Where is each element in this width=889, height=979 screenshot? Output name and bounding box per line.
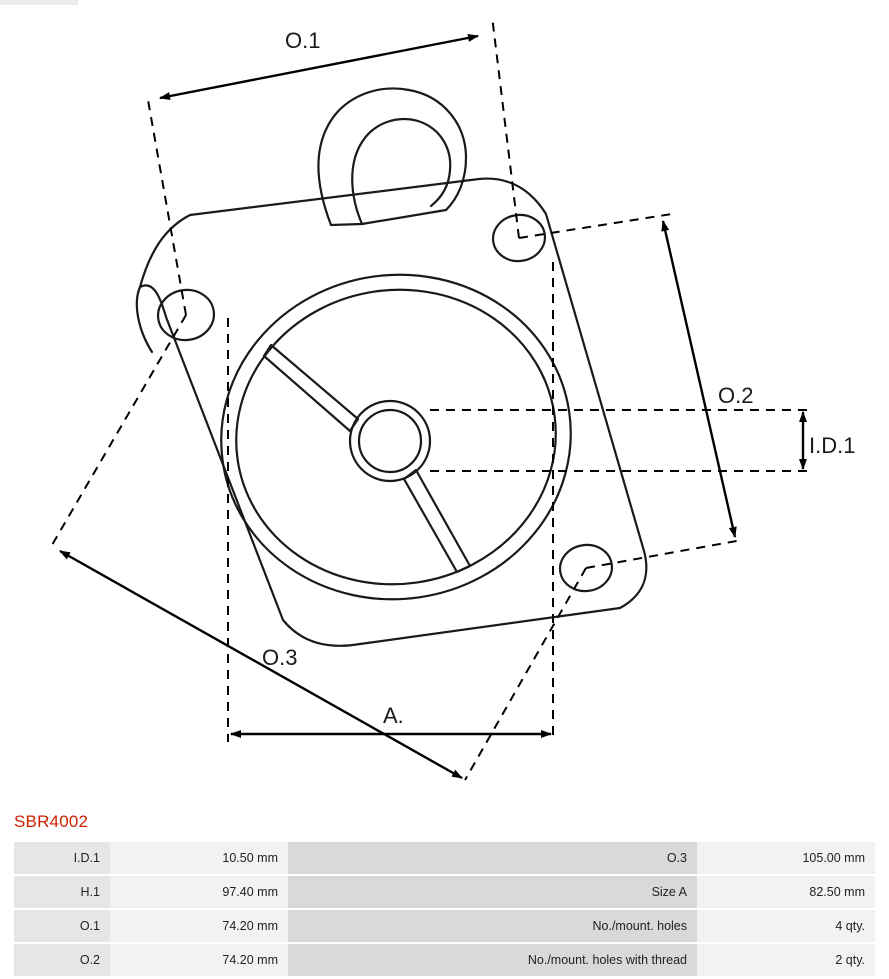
o2-dimension-arrow (663, 221, 735, 537)
specifications-body (14, 842, 875, 977)
table-row (14, 875, 875, 909)
spec-value-id1: 10.50 mm (110, 842, 288, 875)
spec-value-o3: 105.00 mm (697, 842, 875, 875)
spec-value-o1: 74.20 mm (110, 909, 288, 943)
label-o3: O.3 (262, 645, 298, 670)
label-o2: O.2 (718, 383, 754, 408)
spec-label-mount-holes-thread: No./mount. holes with thread (288, 943, 697, 977)
spec-label-size-a: Size A (288, 875, 697, 909)
spec-value-size-a: 82.50 mm (697, 875, 875, 909)
spec-label-o3: O.3 (288, 842, 697, 875)
spec-label-id1: I.D.1 (14, 842, 110, 875)
label-o1: O.1 (285, 28, 321, 53)
starter-cover-outline (137, 88, 646, 645)
spec-value-o2: 74.20 mm (110, 943, 288, 977)
mounting-holes (155, 212, 615, 595)
central-bore-rings (200, 252, 592, 622)
table-row (14, 943, 875, 977)
label-id1: I.D.1 (809, 433, 856, 458)
spec-label-mount-holes: No./mount. holes (288, 909, 697, 943)
spec-value-mount-holes-thread: 2 qty. (697, 943, 875, 977)
radial-slots (264, 345, 470, 572)
spec-label-o2: O.2 (14, 943, 110, 977)
spec-value-h1: 97.40 mm (110, 875, 288, 909)
part-number: SBR4002 (14, 812, 89, 831)
table-row (14, 909, 875, 943)
dimension-labels (262, 28, 855, 728)
spec-label-h1: H.1 (14, 875, 110, 909)
table-row (14, 842, 875, 875)
dimension-arrows (60, 36, 803, 778)
spec-label-o1: O.1 (14, 909, 110, 943)
specifications-table (14, 842, 875, 978)
label-a: A. (383, 703, 404, 728)
spec-value-mount-holes: 4 qty. (697, 909, 875, 943)
dimension-construction-lines (52, 16, 812, 780)
